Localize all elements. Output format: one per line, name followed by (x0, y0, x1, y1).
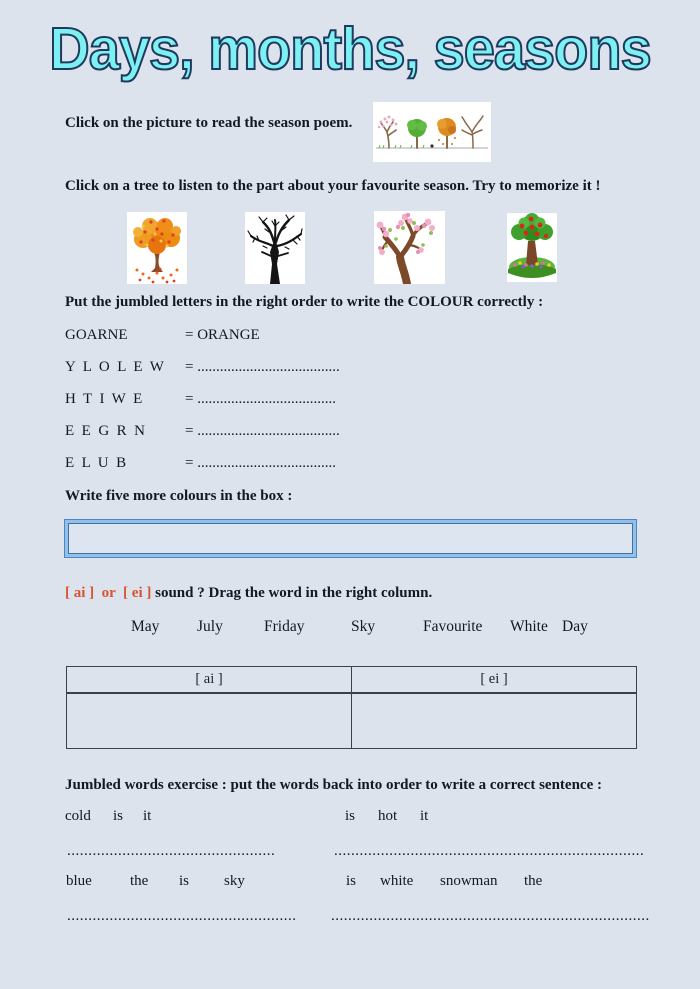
draggable-words-row (0, 618, 700, 638)
draggable-word-may[interactable]: May (131, 618, 160, 635)
jumbled-answer-lines-1 (0, 843, 700, 863)
sound-heading (65, 584, 432, 602)
answer-line[interactable]: ................................................. (67, 843, 276, 859)
colours-input[interactable] (64, 519, 637, 558)
jumbled-word: sky (224, 873, 245, 889)
season-poem-picture[interactable] (373, 102, 491, 162)
page-title: Days, months, seasons (49, 15, 651, 82)
answer-line[interactable]: ........................................................................... (331, 908, 650, 924)
colour-example-answer: = ORANGE (185, 327, 260, 343)
spring-tree-button[interactable] (374, 211, 445, 284)
colour-row-white (0, 391, 700, 411)
jumbled-word: the (130, 873, 149, 889)
jumbled-row-1 (0, 808, 700, 828)
jumbled-word: is (345, 808, 356, 824)
colour-row-blue (0, 455, 700, 475)
draggable-word-favourite[interactable]: Favourite (423, 618, 483, 635)
jumbled-word: snowman (440, 873, 498, 889)
ei-column-dropzone[interactable] (352, 693, 637, 749)
jumbled-word: it (143, 808, 152, 824)
poem-instruction: Click on the picture to read the season poem. (65, 115, 353, 131)
ai-column-header: [ ai ] (67, 667, 352, 694)
colour-answer-blank[interactable]: = ..................................... (185, 455, 336, 471)
jumbled-heading: Jumbled words exercise : put the words back into order to write a correct sentence : (65, 777, 602, 793)
four-seasons-trees-icon (373, 102, 491, 162)
jumbled-word: is (113, 808, 124, 824)
sound-heading-accent: [ ai ] or [ ei ] (65, 585, 152, 601)
colour-row-yellow (0, 359, 700, 379)
autumn-tree-icon (127, 212, 187, 284)
summer-apple-tree-icon (507, 213, 557, 282)
winter-tree-button[interactable] (245, 212, 305, 284)
jumbled-word: it (420, 808, 429, 824)
write-colours-label: Write five more colours in the box : (65, 488, 293, 504)
spring-blossom-tree-icon (374, 211, 445, 284)
ai-column-dropzone[interactable] (67, 693, 352, 749)
draggable-word-white[interactable]: White (510, 618, 548, 635)
draggable-word-friday[interactable]: Friday (264, 618, 305, 635)
jumbled-letters: E L U B (65, 455, 127, 471)
draggable-word-sky[interactable]: Sky (351, 618, 376, 635)
ei-column-header: [ ei ] (352, 667, 637, 694)
summer-tree-button[interactable] (507, 213, 557, 282)
draggable-word-day[interactable]: Day (562, 618, 588, 635)
colour-answer-blank[interactable]: = ...................................... (185, 359, 340, 375)
colour-row-green (0, 423, 700, 443)
answer-line[interactable]: ...................................................... (67, 908, 297, 924)
colour-example-row (0, 327, 700, 347)
jumbled-letters: E E G R N (65, 423, 145, 439)
jumbled-word: white (380, 873, 414, 889)
jumbled-letters: GOARNE (65, 327, 128, 343)
jumbled-letters: Y L O L E W (65, 359, 164, 375)
jumbled-row-2 (0, 873, 700, 893)
jumbled-letters: H T I W E (65, 391, 143, 407)
draggable-word-july[interactable]: July (197, 618, 223, 635)
jumbled-word: cold (65, 808, 91, 824)
bare-winter-tree-icon (245, 212, 305, 284)
jumbled-word: the (524, 873, 543, 889)
jumbled-word: blue (66, 873, 92, 889)
answer-line[interactable]: ......................................................................... (334, 843, 645, 859)
colour-answer-blank[interactable]: = ..................................... (185, 391, 336, 407)
autumn-tree-button[interactable] (127, 212, 187, 284)
jumbled-word: hot (378, 808, 398, 824)
sound-heading-rest: sound ? Drag the word in the right column. (151, 585, 433, 601)
listen-instruction: Click on a tree to listen to the part about your favourite season. Try to memorize it ! (65, 178, 601, 194)
jumbled-word: is (346, 873, 357, 889)
colour-heading: Put the jumbled letters in the right order to write the COLOUR correctly : (65, 294, 544, 310)
jumbled-word: is (179, 873, 190, 889)
jumbled-answer-lines-2 (0, 908, 700, 928)
colour-answer-blank[interactable]: = ...................................... (185, 423, 340, 439)
sound-sort-table (66, 666, 637, 749)
